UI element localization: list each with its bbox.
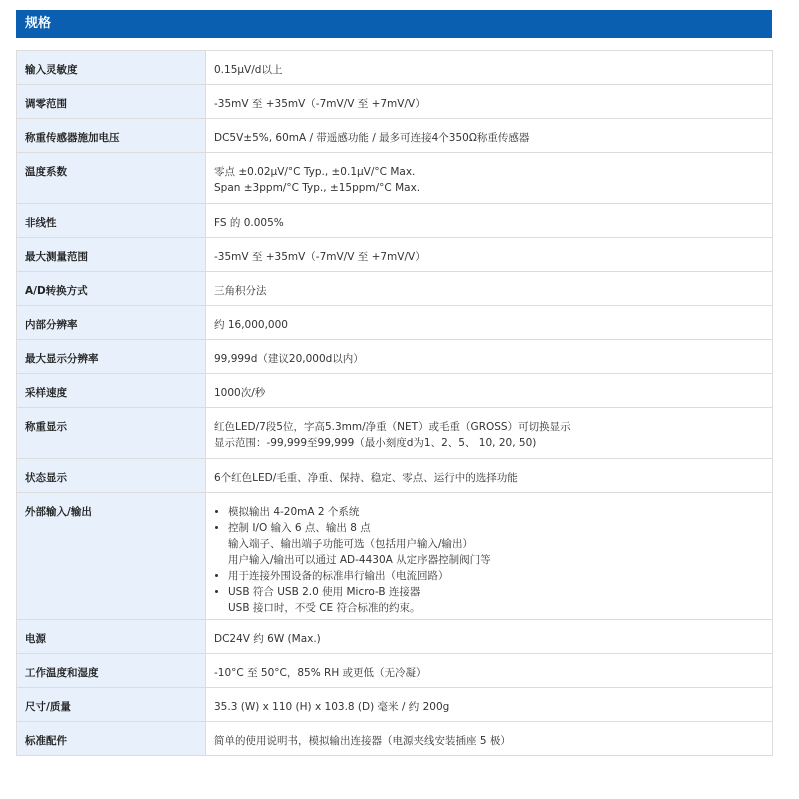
spec-label: 称重传感器施加电压 [17, 119, 206, 153]
spec-value-line: 零点 ±0.02μV/°C Typ., ±0.1μV/°C Max. [214, 166, 416, 178]
spec-bullet-line: • 控制 I/O 输入 6 点、输出 8 点 [228, 522, 371, 534]
spec-value [206, 340, 773, 374]
spec-row [17, 374, 773, 408]
spec-label: 温度系数 [17, 153, 206, 204]
spec-label: 工作温度和湿度 [17, 654, 206, 688]
spec-bullet-item [228, 584, 772, 616]
spec-bullet-item [228, 520, 772, 568]
spec-value-line: 6个红色LED/毛重、净重、保持、稳定、零点、运行中的选择功能 [214, 472, 518, 484]
spec-row [17, 340, 773, 374]
spec-row [17, 119, 773, 153]
spec-row [17, 306, 773, 340]
spec-value-line: 0.15μV/d以上 [214, 64, 283, 76]
spec-label: 采样速度 [17, 374, 206, 408]
spec-value [206, 153, 773, 204]
spec-table [16, 50, 773, 756]
spec-value-line: 1000次/秒 [214, 387, 266, 399]
spec-row [17, 85, 773, 119]
spec-bullet-line: 用户输入/输出可以通过 AD-4430A 从定序器控制阀门等 [228, 554, 491, 566]
spec-value-line: -35mV 至 +35mV（-7mV/V 至 +7mV/V） [214, 98, 426, 110]
spec-row [17, 654, 773, 688]
spec-row [17, 493, 773, 620]
spec-label: 尺寸/质量 [17, 688, 206, 722]
spec-row [17, 459, 773, 493]
spec-value-line: -10°C 至 50°C，85% RH 或更低（无冷凝） [214, 667, 427, 679]
spec-label: 最大测量范围 [17, 238, 206, 272]
spec-row [17, 408, 773, 459]
spec-value [206, 238, 773, 272]
spec-label: 最大显示分辨率 [17, 340, 206, 374]
spec-value [206, 722, 773, 756]
spec-row [17, 51, 773, 85]
spec-value-line: 35.3 (W) x 110 (H) x 103.8 (D) 毫米 / 约 200g [214, 701, 450, 713]
spec-value-line: Span ±3ppm/°C Typ., ±15ppm/°C Max. [214, 182, 421, 194]
spec-value-line: 99,999d（建议20,000d以内） [214, 353, 364, 365]
spec-value-line: DC5V±5%, 60mA / 带遥感功能 / 最多可连接4个350Ω称重传感器 [214, 132, 530, 144]
spec-value [206, 620, 773, 654]
spec-label: 内部分辨率 [17, 306, 206, 340]
spec-label: 称重显示 [17, 408, 206, 459]
spec-value-line: FS 的 0.005% [214, 217, 284, 229]
spec-row [17, 620, 773, 654]
spec-label: 电源 [17, 620, 206, 654]
spec-row [17, 688, 773, 722]
spec-label: 标准配件 [17, 722, 206, 756]
spec-bullet-line: • 用于连接外围设备的标准串行输出（电流回路） [228, 570, 449, 582]
spec-value-line: 三角积分法 [214, 285, 267, 297]
spec-label: 非线性 [17, 204, 206, 238]
spec-label: A/D转换方式 [17, 272, 206, 306]
spec-bullet-list [214, 504, 772, 616]
spec-header [16, 10, 772, 38]
spec-row [17, 272, 773, 306]
spec-value [206, 374, 773, 408]
spec-value [206, 493, 773, 620]
spec-bullet-item [228, 568, 772, 584]
spec-row [17, 722, 773, 756]
spec-value [206, 204, 773, 238]
spec-row [17, 204, 773, 238]
spec-bullet-line: USB 接口时，不受 CE 符合标准的约束。 [228, 602, 421, 614]
spec-label: 输入灵敏度 [17, 51, 206, 85]
spec-table-body [17, 51, 773, 756]
spec-value [206, 408, 773, 459]
spec-value [206, 688, 773, 722]
spec-bullet-item [228, 504, 772, 520]
spec-label: 外部输入/输出 [17, 493, 206, 620]
spec-value [206, 306, 773, 340]
spec-value-line: 简单的使用说明书，模拟输出连接器（电源夹线安装插座 5 极） [214, 735, 511, 747]
spec-label: 调零范围 [17, 85, 206, 119]
spec-title: 规格 [25, 16, 52, 31]
spec-value-line: 约 16,000,000 [214, 319, 288, 331]
spec-row [17, 238, 773, 272]
spec-value [206, 459, 773, 493]
spec-value [206, 654, 773, 688]
spec-bullet-line: • 模拟输出 4-20mA 2 个系统 [228, 506, 360, 518]
spec-value [206, 51, 773, 85]
spec-value [206, 119, 773, 153]
spec-value-line: 显示范围：-99,999至99,999（最小刻度d为1、2、5、 10, 20, 50) [214, 437, 537, 449]
spec-value [206, 272, 773, 306]
spec-value-line: -35mV 至 +35mV（-7mV/V 至 +7mV/V） [214, 251, 426, 263]
spec-bullet-line: 输入端子、输出端子功能可选（包括用户输入/输出） [228, 538, 474, 550]
spec-value-line: 红色LED/7段5位，字高5.3mm/净重（NET）或毛重（GROSS）可切换显示 [214, 421, 571, 433]
spec-bullet-line: • USB 符合 USB 2.0 使用 Micro-B 连接器 [228, 586, 421, 598]
spec-row [17, 153, 773, 204]
spec-value [206, 85, 773, 119]
spec-value-line: DC24V 约 6W (Max.) [214, 633, 321, 645]
spec-label: 状态显示 [17, 459, 206, 493]
